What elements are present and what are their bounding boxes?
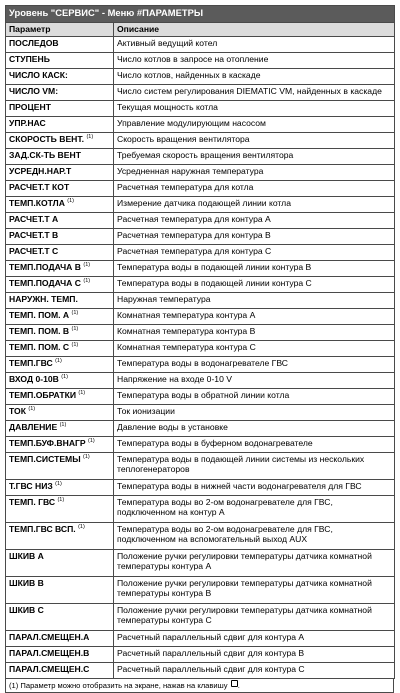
column-header-param: Параметр — [6, 23, 114, 37]
footnote-mark: (1) — [86, 134, 94, 141]
table-row — [6, 357, 395, 373]
table-row — [6, 53, 395, 69]
parameters-document — [5, 5, 394, 693]
param-name: ТЕМП.БУФ.ВНАГР — [9, 438, 86, 448]
param-name: ЧИСЛО VM: — [9, 86, 59, 96]
param-cell — [6, 453, 114, 480]
table-row — [6, 229, 395, 245]
param-cell — [6, 117, 114, 133]
param-cell — [6, 389, 114, 405]
table-row — [6, 523, 395, 550]
param-name: РАСЧЕТ.Т С — [9, 246, 59, 256]
description-cell: Расчетная температура для контура C — [114, 245, 395, 261]
table-row — [6, 213, 395, 229]
description-cell: Ток ионизации — [114, 405, 395, 421]
table-row — [6, 261, 395, 277]
param-cell — [6, 357, 114, 373]
footnote-mark: (1) — [55, 481, 62, 488]
description-cell: Расчетный параллельный сдвиг для контура A — [114, 631, 395, 647]
param-cell — [6, 421, 114, 437]
footnote-mark: (1) — [78, 390, 86, 397]
param-name: ТЕМП. ПОМ. В — [9, 326, 70, 336]
param-name: СТУПЕНЬ — [9, 54, 50, 64]
footnote-mark: (1) — [88, 438, 95, 445]
param-name: ТЕМП.СИСТЕМЫ — [9, 454, 81, 464]
table-row — [6, 309, 395, 325]
param-cell — [6, 213, 114, 229]
footnote: (1) Параметр можно отобразить на экране, нажав на клавишу . — [5, 679, 394, 693]
param-name: Т.ГВС НИЗ — [9, 481, 53, 491]
table-header-row — [6, 23, 395, 37]
description-cell: Комнатная температура контура B — [114, 325, 395, 341]
param-name: ТОК — [9, 406, 26, 416]
description-cell: Температура воды в буферном водонагревателе — [114, 437, 395, 453]
table-row — [6, 631, 395, 647]
footnote-mark: (1) — [71, 310, 79, 317]
footnote-mark: (1) — [57, 497, 65, 504]
param-name: ТЕМП.ПОДАЧА В — [9, 262, 81, 272]
description-cell: Число систем регулирования DIEMATIC VM, найденных в каскаде — [114, 85, 395, 101]
table-title-row — [6, 6, 395, 23]
table-row — [6, 373, 395, 389]
description-cell: Скорость вращения вентилятора — [114, 133, 395, 149]
table-row — [6, 277, 395, 293]
param-name: ВХОД 0-10В — [9, 374, 59, 384]
param-cell — [6, 647, 114, 663]
table-row — [6, 389, 395, 405]
description-cell: Температура воды в нижней части водонагревателя для ГВС — [114, 480, 395, 496]
param-name: ПОСЛЕДОВ — [9, 38, 59, 48]
param-name: ШКИВ А — [9, 551, 44, 561]
table-row — [6, 69, 395, 85]
param-cell — [6, 261, 114, 277]
description-cell: Расчетный параллельный сдвиг для контура C — [114, 663, 395, 679]
param-name: ТЕМП.ОБРАТКИ — [9, 390, 76, 400]
param-cell — [6, 523, 114, 550]
description-cell: Температура воды во 2-ом водонагревателе для ГВС, подключенном на контур A — [114, 496, 395, 523]
param-name: ПАРАЛ.СМЕЩЕН.А — [9, 632, 90, 642]
param-name: ПРОЦЕНТ — [9, 102, 51, 112]
description-cell: Напряжение на входе 0-10 V — [114, 373, 395, 389]
table-row — [6, 85, 395, 101]
param-cell — [6, 165, 114, 181]
param-cell — [6, 325, 114, 341]
description-cell: Активный ведущий котел — [114, 37, 395, 53]
table-row — [6, 149, 395, 165]
key-icon — [231, 680, 238, 687]
table-row — [6, 165, 395, 181]
param-cell — [6, 341, 114, 357]
table-row — [6, 550, 395, 577]
param-cell — [6, 229, 114, 245]
param-cell — [6, 480, 114, 496]
param-cell — [6, 197, 114, 213]
table-row — [6, 101, 395, 117]
description-cell: Расчетная температура для котла — [114, 181, 395, 197]
table-row — [6, 181, 395, 197]
table-row — [6, 37, 395, 53]
param-cell — [6, 149, 114, 165]
table-row — [6, 647, 395, 663]
param-cell — [6, 309, 114, 325]
param-name: ТЕМП. ПОМ. А — [9, 310, 70, 320]
param-cell — [6, 245, 114, 261]
table-row — [6, 437, 395, 453]
footnote-text: (1) Параметр можно отобразить на экране, нажав на клавишу — [9, 681, 228, 690]
footnote-mark: (1) — [71, 342, 79, 349]
footnote-mark: (1) — [78, 524, 85, 531]
param-name: ТЕМП. ГВС — [9, 497, 56, 507]
table-row — [6, 117, 395, 133]
param-name: РАСЧЕТ.Т КОТ — [9, 182, 70, 192]
footnote-mark: (1) — [83, 262, 91, 269]
param-name: НАРУЖН. ТЕМП. — [9, 294, 78, 304]
footnote-mark: (1) — [83, 454, 90, 461]
description-cell: Положение ручки регулировки температуры датчика комнатной температуры контура A — [114, 550, 395, 577]
param-cell — [6, 37, 114, 53]
param-cell — [6, 181, 114, 197]
description-cell: Текущая мощность котла — [114, 101, 395, 117]
table-row — [6, 341, 395, 357]
param-cell — [6, 373, 114, 389]
table-row — [6, 405, 395, 421]
param-name: УПР.НАС — [9, 118, 46, 128]
table-row — [6, 293, 395, 309]
description-cell: Наружная температура — [114, 293, 395, 309]
description-cell: Температура воды в подающей линии контура C — [114, 277, 395, 293]
param-name: ТЕМП. ПОМ. С — [9, 342, 70, 352]
param-name: СКОРОСТЬ ВЕНТ. — [9, 134, 85, 144]
table-row — [6, 197, 395, 213]
param-cell — [6, 631, 114, 647]
table-row — [6, 245, 395, 261]
param-cell — [6, 437, 114, 453]
parameters-table — [5, 5, 395, 679]
description-cell: Измерение датчика подающей линии котла — [114, 197, 395, 213]
table-row — [6, 577, 395, 604]
param-name: ПАРАЛ.СМЕЩЕН.С — [9, 664, 90, 674]
table-row — [6, 663, 395, 679]
description-cell: Расчетная температура для контура A — [114, 213, 395, 229]
param-cell — [6, 101, 114, 117]
param-cell — [6, 550, 114, 577]
footnote-mark: (1) — [55, 358, 62, 365]
description-cell: Температура воды в подающей линии контура B — [114, 261, 395, 277]
description-cell: Расчетная температура для контура B — [114, 229, 395, 245]
footnote-mark: (1) — [28, 406, 36, 413]
column-header-desc: Описание — [114, 23, 395, 37]
param-cell — [6, 53, 114, 69]
footnote-mark: (1) — [83, 278, 91, 285]
param-name: ДАВЛЕНИЕ — [9, 422, 58, 432]
param-cell — [6, 69, 114, 85]
description-cell: Положение ручки регулировки температуры датчика комнатной температуры контура C — [114, 604, 395, 631]
param-name: ШКИВ С — [9, 605, 44, 615]
param-name: ТЕМП.ПОДАЧА С — [9, 278, 81, 288]
param-cell — [6, 85, 114, 101]
param-cell — [6, 133, 114, 149]
footnote-mark: (1) — [61, 374, 69, 381]
description-cell: Температура воды во 2-ом водонагревателе для ГВС, подключенном на вспомогательный выход AUX — [114, 523, 395, 550]
description-cell: Комнатная температура контура C — [114, 341, 395, 357]
param-name: ТЕМП.ГВС ВСП. — [9, 524, 76, 534]
table-row — [6, 480, 395, 496]
param-cell — [6, 663, 114, 679]
param-cell — [6, 496, 114, 523]
description-cell: Расчетный параллельный сдвиг для контура B — [114, 647, 395, 663]
table-row — [6, 325, 395, 341]
table-row — [6, 453, 395, 480]
table-row — [6, 604, 395, 631]
param-name: УСРЕДН.НАР.Т — [9, 166, 72, 176]
description-cell: Температура воды в водонагревателе ГВС — [114, 357, 395, 373]
description-cell: Комнатная температура контура A — [114, 309, 395, 325]
footnote-mark: (1) — [71, 326, 79, 333]
param-name: ШКИВ В — [9, 578, 44, 588]
param-name: ТЕМП.ГВС — [9, 358, 53, 368]
param-name: ЗАД.СК-ТЬ ВЕНТ — [9, 150, 81, 160]
param-cell — [6, 277, 114, 293]
param-cell — [6, 405, 114, 421]
table-row — [6, 421, 395, 437]
param-name: ПАРАЛ.СМЕЩЕН.В — [9, 648, 90, 658]
description-cell: Температура воды в подающей линии системы из нескольких теплогенераторов — [114, 453, 395, 480]
footnote-mark: (1) — [67, 198, 75, 205]
param-name: ТЕМП.КОТЛА — [9, 198, 65, 208]
table-row — [6, 496, 395, 523]
footnote-mark: (1) — [59, 422, 67, 429]
description-cell: Число котлов, найденных в каскаде — [114, 69, 395, 85]
param-cell — [6, 604, 114, 631]
param-cell — [6, 293, 114, 309]
param-name: РАСЧЕТ.Т В — [9, 230, 59, 240]
description-cell: Требуемая скорость вращения вентилятора — [114, 149, 395, 165]
param-name: ЧИСЛО КАСК: — [9, 70, 68, 80]
description-cell: Температура воды в обратной линии котла — [114, 389, 395, 405]
table-title: Уровень "СЕРВИС" - Меню #ПАРАМЕТРЫ — [6, 6, 395, 23]
description-cell: Положение ручки регулировки температуры датчика комнатной температуры контура B — [114, 577, 395, 604]
param-name: РАСЧЕТ.Т А — [9, 214, 59, 224]
description-cell: Число котлов в запросе на отопление — [114, 53, 395, 69]
description-cell: Усредненная наружная температура — [114, 165, 395, 181]
description-cell: Давление воды в установке — [114, 421, 395, 437]
table-row — [6, 133, 395, 149]
description-cell: Управление модулирующим насосом — [114, 117, 395, 133]
param-cell — [6, 577, 114, 604]
